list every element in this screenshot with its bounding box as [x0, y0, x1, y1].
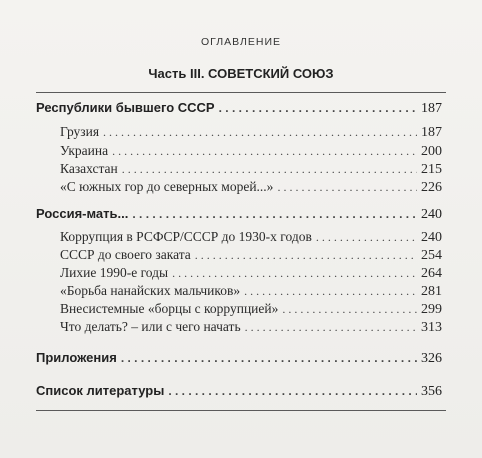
toc-title: Грузия	[60, 124, 100, 139]
toc-entry-1990s	[60, 265, 442, 282]
leader-dots	[244, 284, 417, 299]
toc-entry-southern-mountains	[60, 179, 442, 196]
top-rule	[36, 92, 446, 93]
toc-section-bibliography	[36, 383, 442, 400]
toc-section-russia-mother	[36, 206, 442, 223]
toc-page: 240	[421, 230, 442, 245]
toc-title: СССР до своего заката	[60, 247, 191, 262]
toc-page: 187	[421, 125, 442, 140]
toc-entry-georgia	[60, 124, 442, 141]
leader-dots	[168, 384, 417, 398]
toc-page: 215	[421, 162, 442, 177]
part-title: Часть III. СОВЕТСКИЙ СОЮЗ	[148, 66, 334, 81]
toc-page: 313	[421, 320, 442, 335]
leader-dots	[195, 248, 417, 263]
toc-page: 187	[421, 101, 442, 116]
toc-title: Что делать? – или с чего начать	[60, 319, 241, 334]
leader-dots	[219, 101, 417, 115]
toc-page: 356	[421, 384, 442, 399]
toc-entry-nanai-boys	[60, 283, 442, 300]
toc-section-republics	[36, 100, 442, 117]
toc-page: 299	[421, 302, 442, 317]
toc-entry-ussr-decline	[60, 247, 442, 264]
running-head: ОГЛАВЛЕНИЕ	[200, 36, 282, 48]
toc-title: Приложения	[36, 350, 117, 365]
leader-dots	[282, 302, 417, 317]
toc-title: Украина	[60, 143, 109, 158]
leader-dots	[112, 144, 417, 159]
toc-title: «С южных гор до северных морей...»	[60, 179, 274, 194]
toc-page: 264	[421, 266, 442, 281]
leader-dots	[121, 351, 417, 365]
toc-page: 200	[421, 144, 442, 159]
toc-entry-corruption-rsfsr	[60, 229, 442, 246]
toc-page: 240	[421, 207, 442, 222]
toc-title: Казахстан	[60, 161, 118, 176]
leader-dots	[172, 266, 417, 281]
toc-page: 326	[421, 351, 442, 366]
toc-title: Список литературы	[36, 383, 165, 398]
leader-dots	[132, 207, 417, 221]
toc-entry-what-to-do	[60, 319, 442, 336]
toc-title: Республики бывшего СССР	[36, 100, 215, 115]
toc-title: Коррупция в РСФСР/СССР до 1930-х годов	[60, 229, 312, 244]
toc-title: «Борьба нанайских мальчиков»	[60, 283, 241, 298]
bottom-rule	[36, 410, 446, 411]
leader-dots	[316, 230, 417, 245]
toc-section-appendices	[36, 350, 442, 367]
leader-dots	[103, 125, 417, 140]
toc-entry-ukraine	[60, 143, 442, 160]
toc-title: Внесистемные «борцы с коррупцией»	[60, 301, 279, 316]
toc-title: Россия-мать...	[36, 206, 129, 221]
toc-title: Лихие 1990-е годы	[60, 265, 169, 280]
leader-dots	[122, 162, 417, 177]
leader-dots	[245, 320, 417, 335]
toc-page: 281	[421, 284, 442, 299]
leader-dots	[277, 180, 417, 195]
toc-entry-kazakhstan	[60, 161, 442, 178]
toc-page: 226	[421, 180, 442, 195]
toc-page: 254	[421, 248, 442, 263]
toc-entry-non-systemic-fighters	[60, 301, 442, 318]
